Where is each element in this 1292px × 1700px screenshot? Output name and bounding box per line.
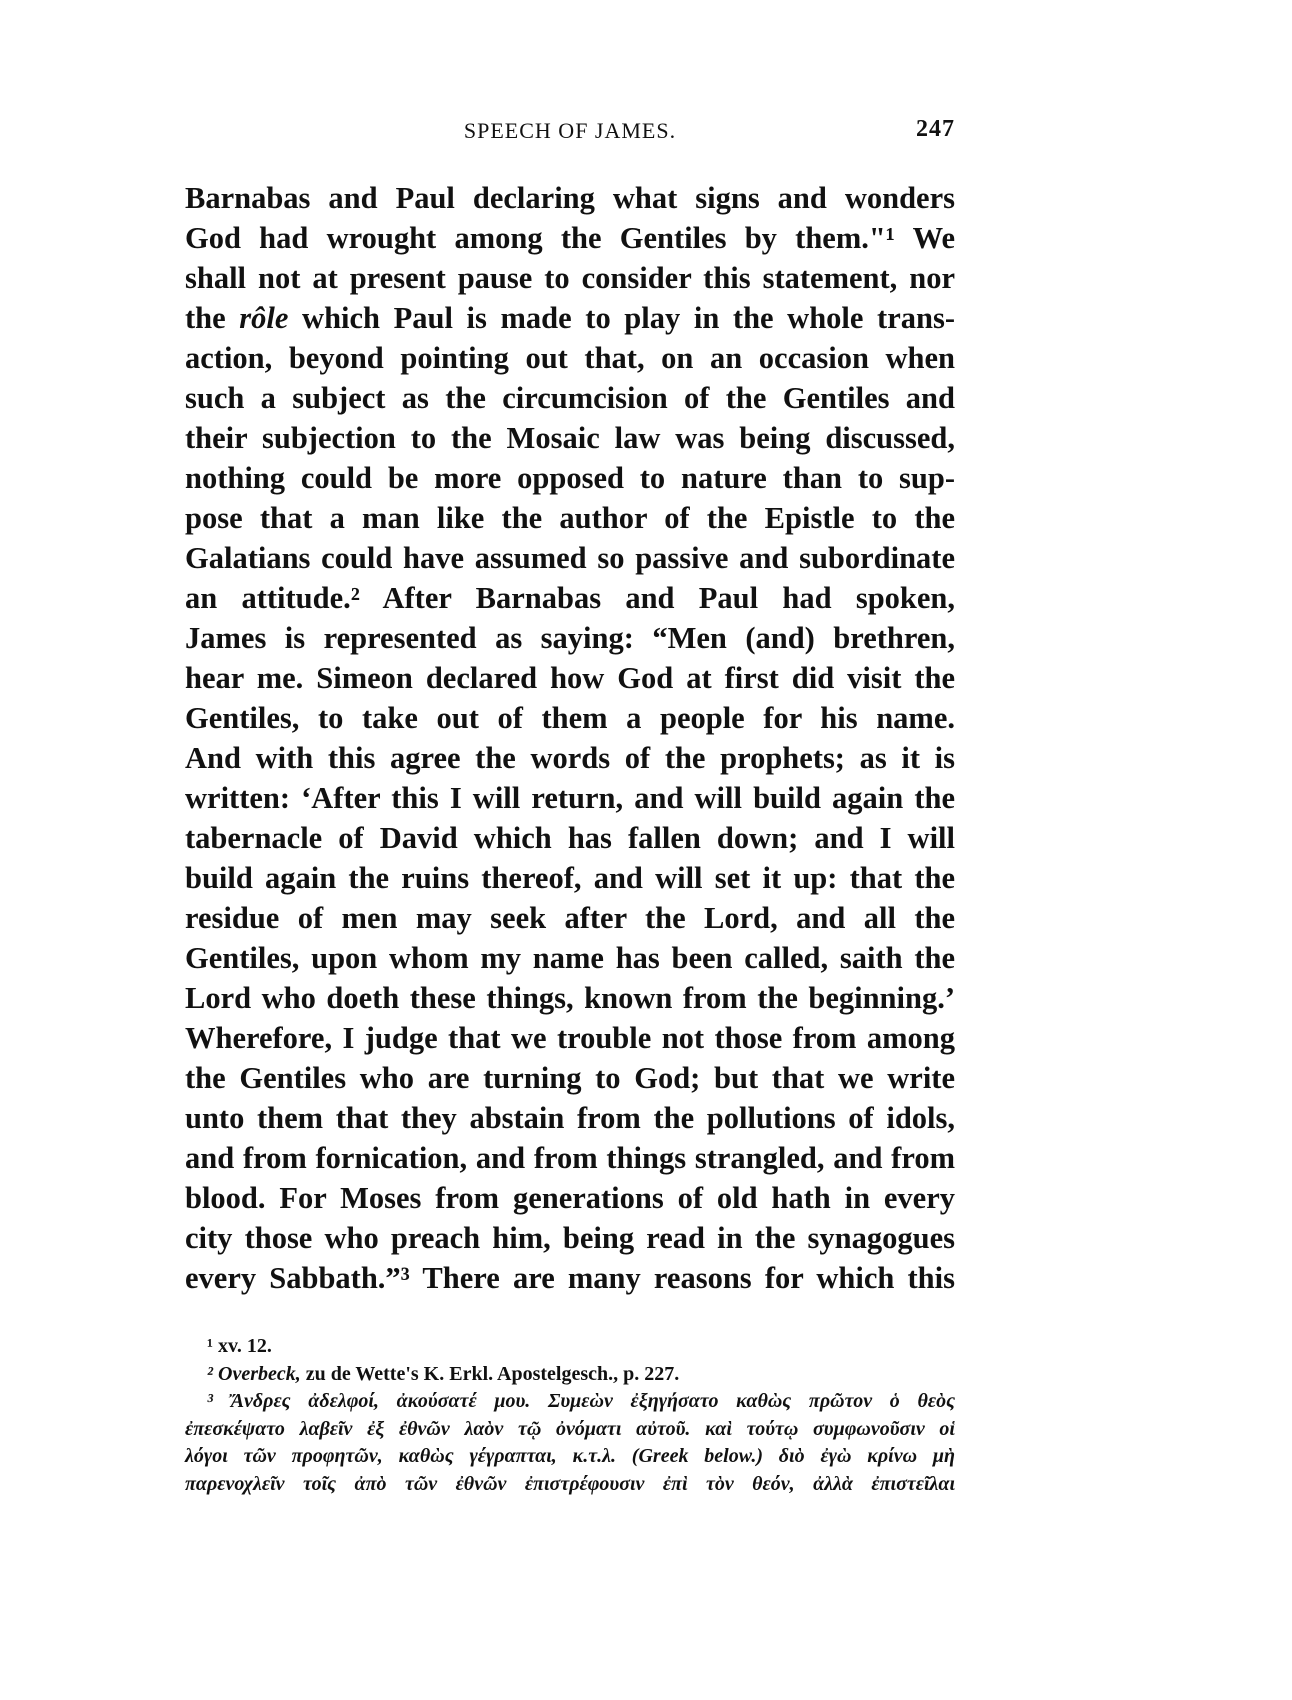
text-line: every Sabbath.”³ There are many reasons for which this <box>185 1261 955 1295</box>
text-line: such a subject as the circumcision of the Gentiles and <box>185 381 955 415</box>
text-line: blood. For Moses from generations of old hath in every <box>185 1181 955 1215</box>
footnotes <box>185 1333 955 1498</box>
italic-word: rôle <box>239 301 289 335</box>
text-line: pose that a man like the author of the Epistle to the <box>185 501 955 535</box>
text-line: written: ‘After this I will return, and will build again the <box>185 781 955 815</box>
text-line: their subjection to the Mosaic law was being discussed, <box>185 421 955 455</box>
running-title: SPEECH OF JAMES. <box>463 118 677 143</box>
text-segment: the <box>185 301 240 335</box>
text-line: Lord who doeth these things, known from the beginning.’ <box>185 981 955 1015</box>
text-line: Barnabas and Paul declaring what signs and wonders <box>185 181 955 215</box>
text-line: Gentiles, upon whom my name has been called, saith the <box>185 941 955 975</box>
footnote-3-line: λόγοι τῶν προφητῶν, καθὼς γέγραπται, κ.τ.λ. (Greek below.) διὸ ἐγὼ κρίνω μὴ <box>185 1445 955 1467</box>
text-line: the Gentiles who are turning to God; but that we write <box>185 1061 955 1095</box>
page-number: 247 <box>916 116 955 142</box>
footnote-2 <box>185 1361 955 1389</box>
text-line: an attitude.² After Barnabas and Paul had spoken, <box>185 581 955 615</box>
text-line: Wherefore, I judge that we trouble not those from among <box>185 1021 955 1055</box>
text-line: action, beyond pointing out that, on an occasion when <box>185 341 955 375</box>
text-line: God had wrought among the Gentiles by them."¹ We <box>185 221 955 255</box>
footnote-3-line: ³ Ἄνδρες ἀδελφοί, ἀκούσατέ μου. Συμεὼν ἐξηγήσατο καθὼς πρῶτον ὁ θεὸς <box>207 1390 955 1412</box>
text-line <box>185 298 955 338</box>
footnote-2-text: zu de Wette's K. Erkl. Apostelgesch., p. 227. <box>300 1362 680 1385</box>
text-line: and from fornication, and from things strangled, and from <box>185 1141 955 1175</box>
body-text <box>185 178 955 1298</box>
text-line: nothing could be more opposed to nature than to sup- <box>185 461 955 495</box>
text-line: build again the ruins thereof, and will set it up: that the <box>185 861 955 895</box>
text-line: hear me. Simeon declared how God at first did visit the <box>185 661 955 695</box>
text-segment: which Paul is made to play in the whole trans- <box>288 301 955 335</box>
footnote-1: ¹ xv. 12. <box>207 1335 272 1357</box>
running-header <box>185 112 955 148</box>
text-line: tabernacle of David which has fallen down; and I will <box>185 821 955 855</box>
footnote-3-line: παρενοχλεῖν τοῖς ἀπὸ τῶν ἐθνῶν ἐπιστρέφουσιν ἐπὶ τὸν θεόν, ἀλλὰ ἐπιστεῖλαι <box>185 1472 955 1495</box>
text-line: James is represented as saying: “Men (and) brethren, <box>185 621 955 655</box>
text-line: city those who preach him, being read in the synagogues <box>185 1221 955 1255</box>
text-line: And with this agree the words of the prophets; as it is <box>185 741 955 775</box>
text-line: unto them that they abstain from the pollutions of idols, <box>185 1101 955 1135</box>
footnote-2-author: ² Overbeck, <box>207 1362 301 1385</box>
footnote-3-line: ἐπεσκέψατο λαβεῖν ἐξ ἐθνῶν λαὸν τῷ ὀνόματι αὐτοῦ. καὶ τούτῳ συμφωνοῦσιν οἱ <box>185 1417 955 1440</box>
text-line: residue of men may seek after the Lord, and all the <box>185 901 955 935</box>
text-line: Gentiles, to take out of them a people for his name. <box>185 701 955 735</box>
text-line: Galatians could have assumed so passive and subordinate <box>185 541 955 575</box>
text-line: shall not at present pause to consider this statement, nor <box>185 261 955 295</box>
